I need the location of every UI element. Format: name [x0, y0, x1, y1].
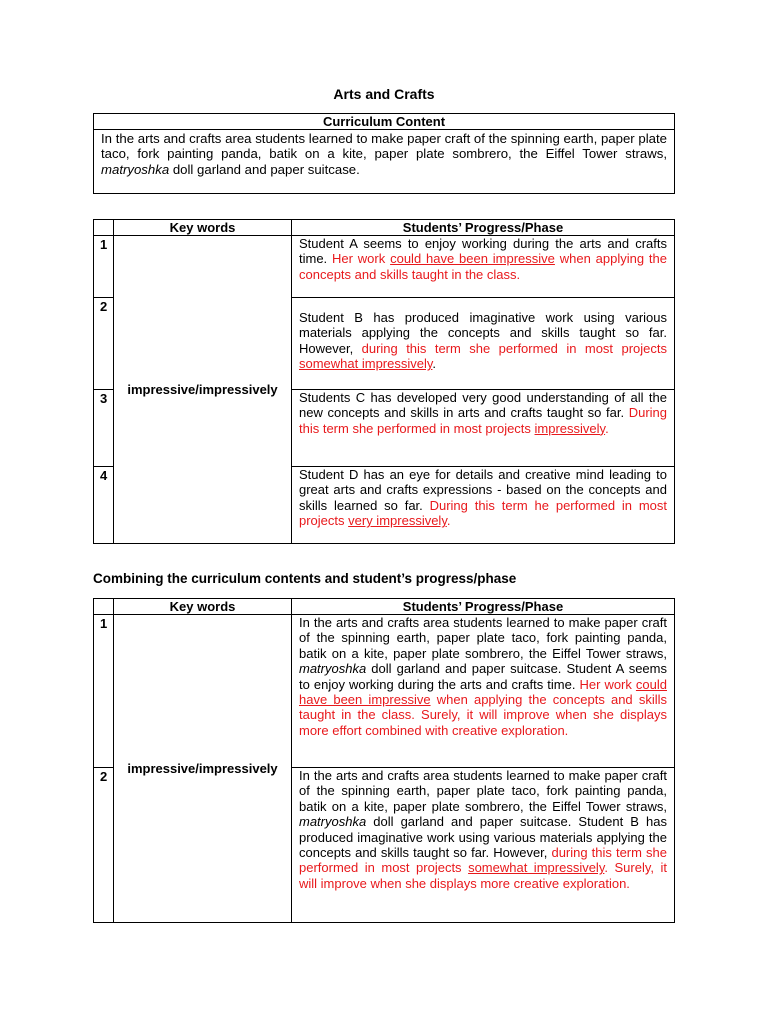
progress-cell: Student B has produced imaginative work using various materials applying the concepts and skills taught so far. However, during this term she performed in most projects somewhat impressively.: [292, 298, 675, 390]
progress-column-header: Students’ Progress/Phase: [292, 599, 675, 615]
combined-cell: In the arts and crafts area students learned to make paper craft of the spinning earth, paper plate taco, fork painting panda, batik on a kite, paper plate sombrero, the Eiffel Tower straws, matryoshka doll garland and paper suitcase. Student B has produced imaginative work using various materials applying the concepts and skills taught so far. However, during this term she performed in most projects somewhat impressively. Surely, it will improve when she displays more creative exploration.: [292, 768, 675, 923]
combined-cell: In the arts and crafts area students learned to make paper craft of the spinning earth, paper plate taco, fork painting panda, batik on a kite, paper plate sombrero, the Eiffel Tower straws, matryoshka doll garland and paper suitcase. Student A seems to enjoy working during the arts and crafts time. Her work could have been impressive when applying the concepts and skills taught in the class. Surely, it will improve when she displays more effort combined with creative exploration.: [292, 615, 675, 768]
keyword-cell: impressive/impressively: [114, 236, 292, 544]
row-number: 3: [94, 390, 114, 467]
row-number: 2: [94, 768, 114, 923]
keywords-column-header: Key words: [114, 599, 292, 615]
keyword-cell: impressive/impressively: [114, 615, 292, 923]
row-number: 4: [94, 467, 114, 544]
keywords-column-header: Key words: [114, 220, 292, 236]
progress-cell: Student A seems to enjoy working during the arts and crafts time. Her work could have been impressive when applying the concepts and skills taught in the class.: [292, 236, 675, 298]
progress-cell: Student D has an eye for details and creative mind leading to great arts and crafts expressions - based on the concepts and skills learned so far. During this term he performed in most projects very impressively.: [292, 467, 675, 544]
progress-cell: Students C has developed very good understanding of all the new concepts and skills in arts and crafts taught so far. During this term she performed in most projects impressively.: [292, 390, 675, 467]
page-title: Arts and Crafts: [333, 86, 435, 102]
row-number: 2: [94, 298, 114, 390]
row-number: 1: [94, 236, 114, 298]
curriculum-table: [93, 113, 675, 194]
section-heading: Combining the curriculum contents and student’s progress/phase: [93, 571, 517, 586]
curriculum-header: Curriculum Content: [94, 114, 675, 130]
progress-table: [93, 219, 675, 544]
row-number: 1: [94, 615, 114, 768]
combined-table: [93, 598, 675, 923]
progress-column-header: Students’ Progress/Phase: [292, 220, 675, 236]
curriculum-content: In the arts and crafts area students learned to make paper craft of the spinning earth, paper plate taco, fork painting panda, batik on a kite, paper plate sombrero, the Eiffel Tower straws, matryoshka doll garland and paper suitcase.: [94, 130, 675, 194]
